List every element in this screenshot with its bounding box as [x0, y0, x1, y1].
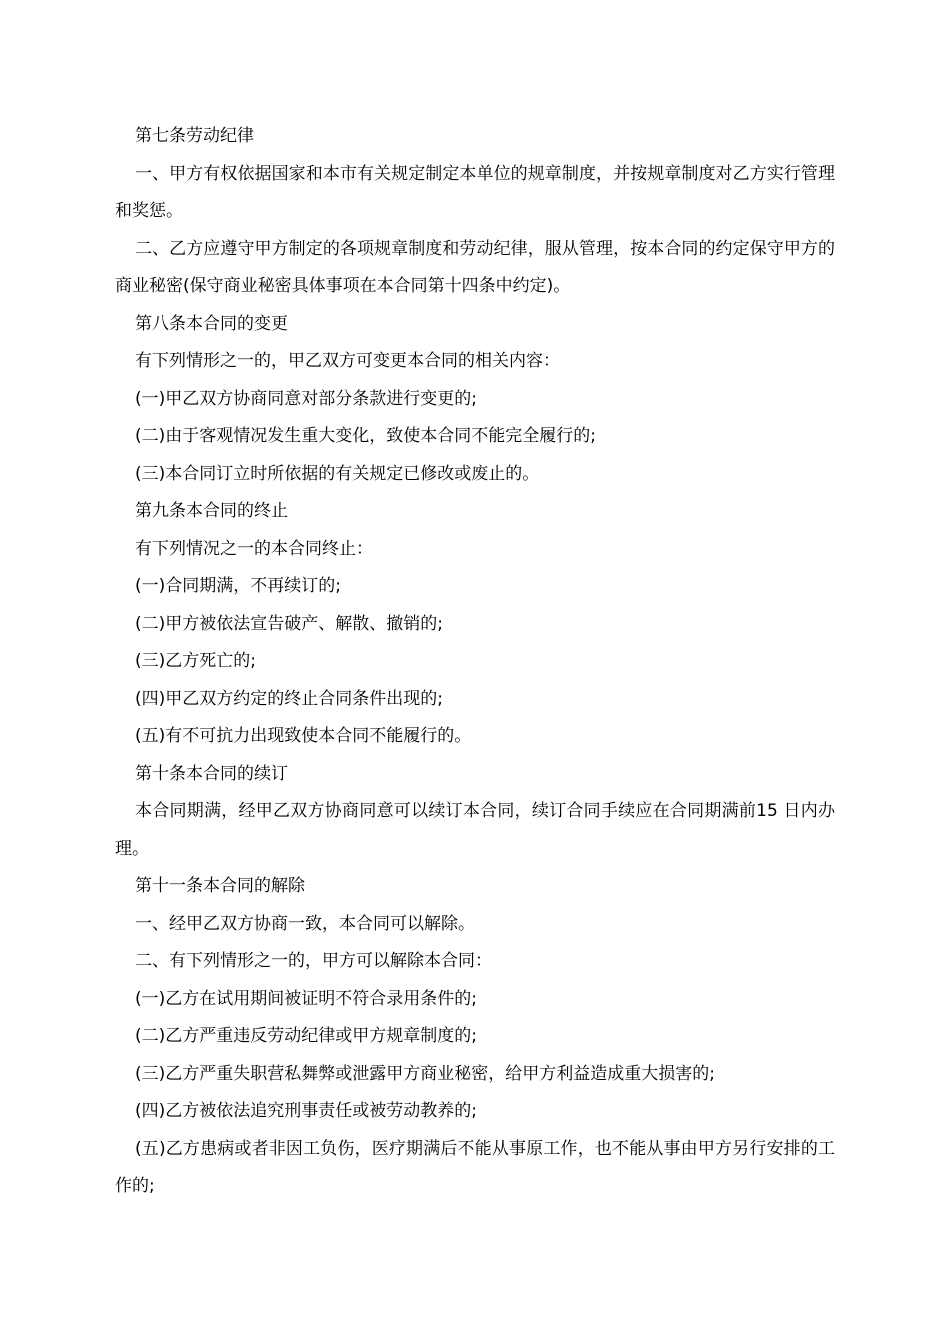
- list-item: (三)乙方死亡的;: [135, 651, 256, 671]
- section-heading-article-8: 第八条本合同的变更: [135, 313, 288, 334]
- list-item: (五)乙方患病或者非因工负伤，医疗期满后不能从事原工作，也不能从事由甲方另行安排的工作的;: [115, 1138, 835, 1196]
- list-item: (四)乙方被依法追究刑事责任或被劳动教养的;: [135, 1101, 477, 1121]
- paragraph: 二、有下列情形之一的，甲方可以解除本合同：: [135, 951, 492, 971]
- list-item: (一)合同期满，不再续订的;: [135, 576, 341, 596]
- list-item: (二)甲方被依法宣告破产、解散、撤销的;: [135, 613, 443, 634]
- section-heading-article-11: 第十一条本合同的解除: [135, 876, 305, 896]
- paragraph: 一、甲方有权依据国家和本市有关规定制定本单位的规章制度，并按规章制度对乙方实行管理和奖惩。: [115, 163, 835, 221]
- document-page: [115, 118, 835, 1206]
- section-heading-article-10: 第十条本合同的续订: [135, 763, 288, 784]
- paragraph: 有下列情形之一的，甲乙双方可变更本合同的相关内容：: [135, 351, 560, 371]
- list-item: (五)有不可抗力出现致使本合同不能履行的。: [135, 726, 472, 746]
- paragraph: 二、乙方应遵守甲方制定的各项规章制度和劳动纪律，服从管理，按本合同的约定保守甲方的商业秘密(保守商业秘密具体事项在本合同第十四条中约定)。: [115, 238, 835, 296]
- list-item: (三)乙方严重失职营私舞弊或泄露甲方商业秘密，给甲方利益造成重大损害的;: [135, 1063, 715, 1084]
- list-item: (四)甲乙双方约定的终止合同条件出现的;: [135, 688, 443, 709]
- paragraph: 有下列情况之一的本合同终止：: [135, 538, 373, 559]
- paragraph: 一、经甲乙双方协商一致，本合同可以解除。: [135, 913, 475, 934]
- paragraph: 本合同期满，经甲乙双方协商同意可以续订本合同，续订合同手续应在合同期满前15 日内办理。: [115, 801, 835, 859]
- section-heading-article-7: 第七条劳动纪律: [135, 126, 254, 146]
- list-item: (一)乙方在试用期间被证明不符合录用条件的;: [135, 988, 477, 1009]
- section-heading-article-9: 第九条本合同的终止: [135, 501, 288, 521]
- list-item: (三)本合同订立时所依据的有关规定已修改或废止的。: [135, 463, 540, 484]
- list-item: (二)由于客观情况发生重大变化，致使本合同不能完全履行的;: [135, 426, 596, 446]
- list-item: (二)乙方严重违反劳动纪律或甲方规章制度的;: [135, 1026, 477, 1046]
- list-item: (一)甲乙双方协商同意对部分条款进行变更的;: [135, 388, 477, 409]
